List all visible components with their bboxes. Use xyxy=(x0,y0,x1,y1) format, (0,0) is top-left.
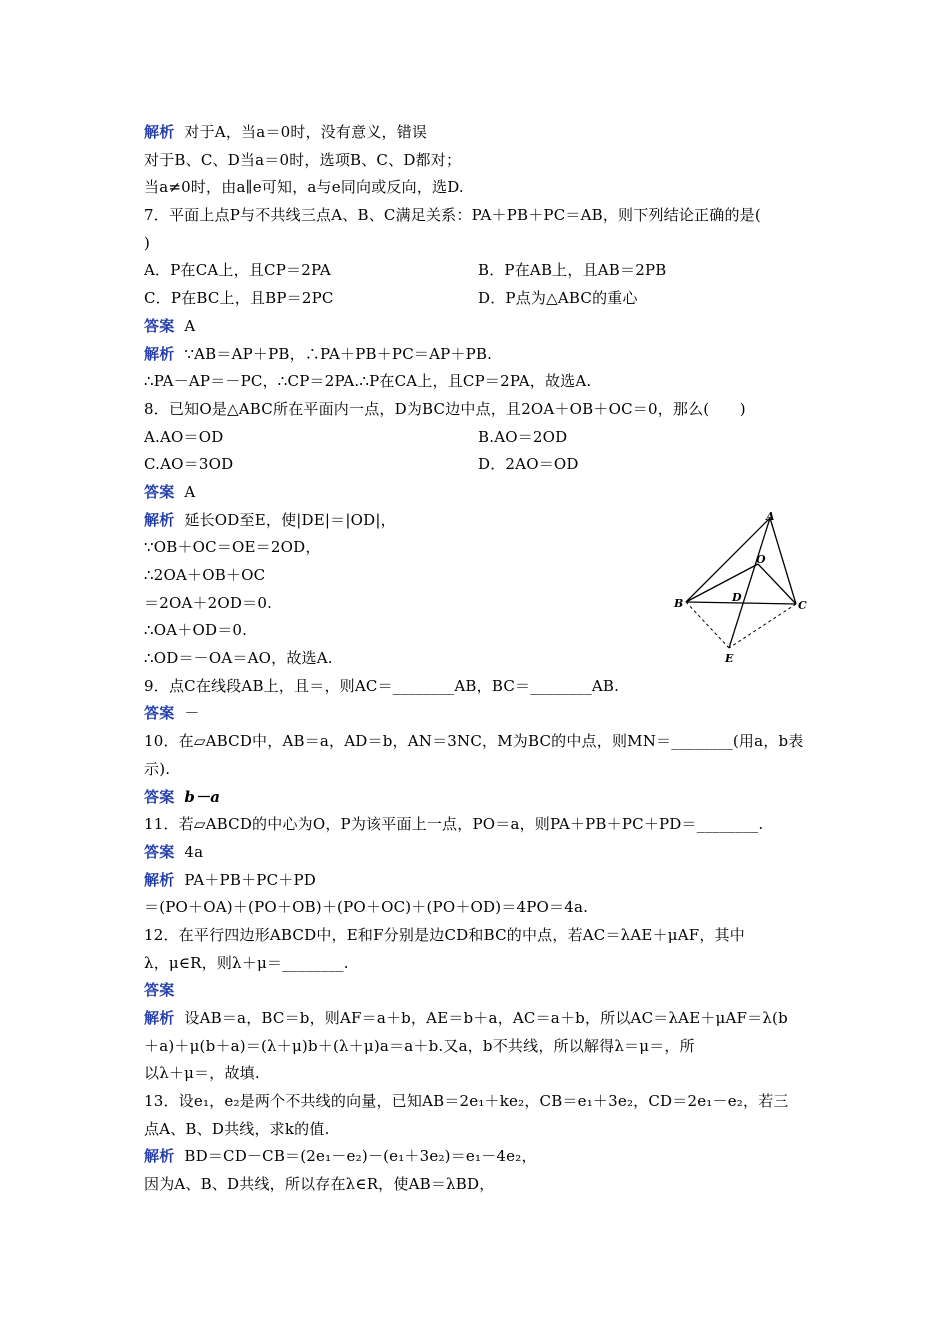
q12-stem-line-2: λ，μ∈R，则λ＋μ＝________. xyxy=(144,953,349,972)
q7-stem-line-1: 7．平面上点P与不共线三点A、B、C满足关系：PA＋PB＋PC＝AB，则下列结论正确的是( xyxy=(144,206,761,225)
q7-options-row-2 xyxy=(144,285,810,313)
q12-analysis-line-3: 以λ＋μ＝，故填. xyxy=(144,1064,260,1083)
answer-tag: 答案 xyxy=(144,704,175,723)
analysis-tag: 解析 xyxy=(144,123,175,141)
q8-triangle-figure xyxy=(672,508,812,666)
q6-analysis-line-2: 对于B、C、D当a＝0时，选项B、C、D都对； xyxy=(144,150,462,169)
q9-stem: 9．点C在线段AB上，且＝，则AC＝________AB，BC＝________AB. xyxy=(144,676,620,695)
analysis-tag: 解析 xyxy=(144,1009,175,1027)
answer-tag: 答案 xyxy=(144,842,175,861)
answer-tag: 答案 xyxy=(144,787,175,806)
q7-analysis-line-1: 解析 ∵AB＝AP＋PB，∴PA＋PB＋PC＝AP＋PB. xyxy=(144,344,493,363)
q8-stem: 8．已知O是△ABC所在平面内一点，D为BC边中点，且2OA＋OB＋OC＝0，那么( ) xyxy=(144,399,746,418)
q7-option-a: A．P在CA上，且CP＝2PA xyxy=(144,261,331,280)
q7-option-d: D．P点为△ABC的重心 xyxy=(478,289,638,308)
q7-answer: 答案 A xyxy=(144,316,196,335)
label-c: C xyxy=(798,599,807,612)
segment-ae xyxy=(729,518,770,648)
q8-options-row-2 xyxy=(144,451,810,479)
label-a: A xyxy=(766,510,775,523)
q11-stem: 11．若▱ABCD的中心为O，P为该平面上一点，PO＝a，则PA＋PB＋PC＋PD＝________. xyxy=(144,815,764,834)
answer-tag: 答案 xyxy=(144,981,175,1000)
q10-stem-line-2: 示). xyxy=(144,759,171,778)
answer-tag: 答案 xyxy=(144,316,175,335)
q8-answer: 答案 A xyxy=(144,482,196,501)
label-o: O xyxy=(756,553,766,566)
label-b: B xyxy=(674,597,684,610)
q11-answer: 答案 4a xyxy=(144,842,204,861)
q8-analysis-line-1: 解析 延长OD至E，使|DE|＝|OD|， xyxy=(144,510,396,529)
q7-option-c: C．P在BC上，且BP＝2PC xyxy=(144,289,334,308)
q6-analysis-line-1: 解析 对于A，当a＝0时，没有意义，错误 xyxy=(144,123,428,141)
label-e: E xyxy=(725,652,734,665)
q7-option-b: B．P在AB上，且AB＝2PB xyxy=(478,261,667,280)
q9-answer: 答案 － xyxy=(144,704,200,723)
analysis-tag: 解析 xyxy=(144,1147,175,1166)
q8-option-c: C.AO＝3OD xyxy=(144,455,234,474)
q8-analysis-line-3: ∴2OA＋OB＋OC xyxy=(144,566,266,584)
q7-analysis-line-2: ∴PA－AP＝－PC，∴CP＝2PA.∴P在CA上，且CP＝2PA，故选A. xyxy=(144,372,592,391)
q12-answer xyxy=(144,977,810,1005)
q8-options-row-1 xyxy=(144,424,810,452)
analysis-tag: 解析 xyxy=(144,344,175,363)
analysis-tag: 解析 xyxy=(144,870,175,889)
q13-analysis-line-2: 因为A、B、D共线，所以存在λ∈R，使AB＝λBD， xyxy=(144,1175,495,1194)
answer-tag: 答案 xyxy=(144,482,175,501)
q11-analysis-line-2: ＝(PO＋OA)＋(PO＋OB)＋(PO＋OC)＋(PO＋OD)＝4PO＝4a. xyxy=(144,898,589,917)
q12-analysis-line-2: ＋a)＋μ(b＋a)＝(λ＋μ)b＋(λ＋μ)a＝a＋b.又a，b不共线，所以解得λ＝μ＝，所 xyxy=(144,1036,695,1055)
q8-analysis-line-4: ＝2OA＋2OD＝0. xyxy=(144,593,273,612)
q11-analysis-line-1: 解析 PA＋PB＋PC＋PD xyxy=(144,870,316,889)
q8-option-d: D．2AO＝OD xyxy=(478,455,579,474)
q13-stem-line-2: 点A、B、D共线，求k的值. xyxy=(144,1119,330,1138)
q13-analysis-line-1: 解析 BD＝CD－CB＝(2e₁－e₂)－(e₁＋3e₂)＝e₁－4e₂， xyxy=(144,1147,537,1166)
segment-be-dashed xyxy=(686,602,729,648)
q6-analysis-line-3: 当a≠0时，由a∥e可知，a与e同向或反向，选D. xyxy=(144,178,464,197)
q12-analysis-line-1: 解析 设AB＝a，BC＝b，则AF＝a＋b，AE＝b＋a，AC＝a＋b，所以AC＝λAE＋μAF＝λ(b xyxy=(144,1009,788,1027)
q8-analysis-line-6: ∴OD＝－OA＝AO，故选A. xyxy=(144,649,333,668)
segment-ob xyxy=(686,564,758,602)
q13-stem-line-1: 13．设e₁，e₂是两个不共线的向量，已知AB＝2e₁＋ke₂，CB＝e₁＋3e₂，CD＝2e₁－e₂，若三 xyxy=(144,1092,789,1111)
q7-stem-line-2: ) xyxy=(144,233,151,252)
q12-stem-line-1: 12．在平行四边形ABCD中，E和F分别是边CD和BC的中点，若AC＝λAE＋μAF，其中 xyxy=(144,925,745,944)
q8-analysis-line-5: ∴OA＋OD＝0. xyxy=(144,621,248,640)
segment-ce-dashed xyxy=(729,604,796,648)
q10-answer: 答案 b－a xyxy=(144,787,221,806)
q7-options-row-1 xyxy=(144,257,810,285)
q10-stem-line-1: 10．在▱ABCD中，AB＝a，AD＝b，AN＝3NC，M为BC的中点，则MN＝________(用a，b表 xyxy=(144,732,804,751)
q8-option-a: A.AO＝OD xyxy=(144,427,224,446)
label-d: D xyxy=(732,591,742,604)
q8-option-b: B.AO＝2OD xyxy=(478,427,568,446)
analysis-tag: 解析 xyxy=(144,510,175,529)
q8-analysis-line-2: ∵OB＋OC＝OE＝2OD， xyxy=(144,538,321,557)
